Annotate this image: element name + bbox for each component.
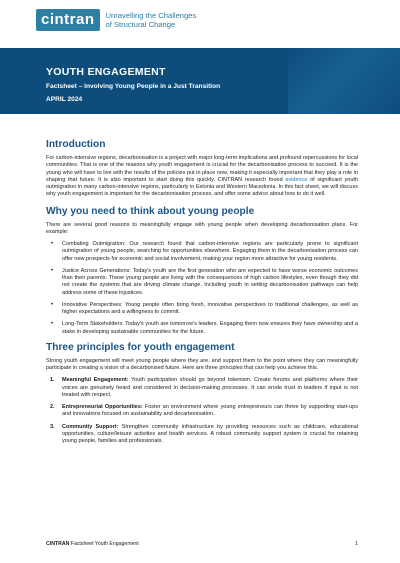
intro-text-a: For carbon-intensive regions, decarbonisation is a project with major long-term implications and profound repercussions for local communities. That is one of the reasons why youth engagement is crucial for the decarbonisation process to succeed. It is the young who will have to live with the results of the policies put in place now, making it especially important that they play a role in shaping that future. It is also important to start doing this quickly. CINTRAN research found <box>46 155 358 183</box>
document-date: APRIL 2024 <box>46 96 83 103</box>
bullet-icon: • <box>51 267 54 274</box>
tagline-line-2: of Structural Change <box>105 20 176 29</box>
evidence-link[interactable]: evidence <box>285 176 308 183</box>
why-bullet-list <box>46 241 358 336</box>
item-number: 3. <box>50 423 55 430</box>
bullet-text: Innovative Perspectives: Young people often bring fresh, innovative perspectives to traditional challenges, as well as higher expectations and a willingness to commit. <box>62 301 358 315</box>
main-content <box>46 138 358 450</box>
intro-text-b: of significant youth outmigration in many carbon-intensive regions, particularly in Estonia and Western Macedonia. In this fact sheet, we will discuss why youth engagement is important for the decarbonisation process, and offer some advice about how to do it well. <box>46 176 358 198</box>
item-number: 1. <box>50 377 55 384</box>
item-title: Community Support: <box>62 423 119 430</box>
page-header <box>0 0 400 48</box>
page-footer <box>46 541 358 547</box>
list-item <box>46 377 358 399</box>
bullet-icon: • <box>51 241 54 247</box>
document-title: YOUTH ENGAGEMENT <box>46 66 166 78</box>
principles-heading: Three principles for youth engagement <box>46 341 235 353</box>
why-heading: Why you need to think about young people <box>46 205 255 217</box>
logo-wordmark: cintran <box>36 9 100 31</box>
bullet-icon: • <box>51 321 54 328</box>
banner-decoration <box>288 48 400 114</box>
list-item <box>46 268 358 297</box>
item-number: 2. <box>50 404 55 410</box>
footer-label-bold: CINTRAN <box>46 541 70 547</box>
list-item <box>46 321 358 336</box>
item-text: Foster an environment where young entrepreneurs can thrive by supporting start-ups and innovations focused on sustainability and decarbonisation. <box>62 404 358 418</box>
cintran-logo <box>36 9 196 31</box>
page-number: 1 <box>355 541 358 547</box>
logo-tagline <box>106 11 197 30</box>
intro-paragraph <box>46 155 358 199</box>
item-text: Youth participation should go beyond tokenism. Create forums and platforms where their voices are genuinely heard and considered in decision-making processes. It can erode trust in leaders if input is not treated with respect. <box>62 377 358 398</box>
list-item <box>46 302 358 317</box>
bullet-text: Combating Outmigration: Our research found that carbon-intensive regions are particularly prone to significant outmigration of young people, searching for opportunities elsewhere. Engaging them in the decarbonisation process can offer new prospects for economic and social involvement, making your region more attractive for young residents. <box>62 241 358 262</box>
footer-label <box>46 541 139 547</box>
item-title: Entrepreneurial Opportunities: <box>62 404 143 410</box>
intro-heading: Introduction <box>46 139 106 150</box>
document-subtitle: Factsheet – Involving Young People in a Just Transition <box>46 83 221 90</box>
principles-list <box>46 377 358 445</box>
why-lead: There are several good reasons to meaningfully engage with young people when developing decarbonisation plans. For example: <box>46 221 358 235</box>
list-item <box>46 404 358 419</box>
bullet-text: Justice Across Generations: Today's youth are the first generation who are expected to have worse economic outcomes than their parents. These young people are living with the consequences of high carbon lifestyles, even though they did not create the systems that are driving climate change. Including youth in setting decarbonisation pathways can help address some of these injustices. <box>62 267 358 296</box>
bullet-text: Long-Term Stakeholders: Today's youth are tomorrow's leaders. Engaging them now ensures they have ownership and a stake in developing sustainable communities for the future. <box>62 321 358 335</box>
bullet-icon: • <box>51 301 54 308</box>
tagline-line-1: Unravelling the Challenges <box>105 10 197 20</box>
list-item <box>46 241 358 263</box>
principles-lead: Strong youth engagement will meet young people where they are, and support them to the point where they can meaningfully participate in creating a vision of a decarbonised future. Here are three principles that can help you achieve this. <box>46 357 358 371</box>
footer-label-rest: Factsheet Youth Engagement <box>69 541 139 547</box>
item-text: Strengthen community infrastructure by providing resources such as childcare, educational opportunities, culture/leisure activities and health services. A robust community support system is crucial for retaining young people, families and professionals. <box>62 423 358 444</box>
item-title: Meaningful Engagement: <box>62 377 129 384</box>
list-item <box>46 424 358 446</box>
